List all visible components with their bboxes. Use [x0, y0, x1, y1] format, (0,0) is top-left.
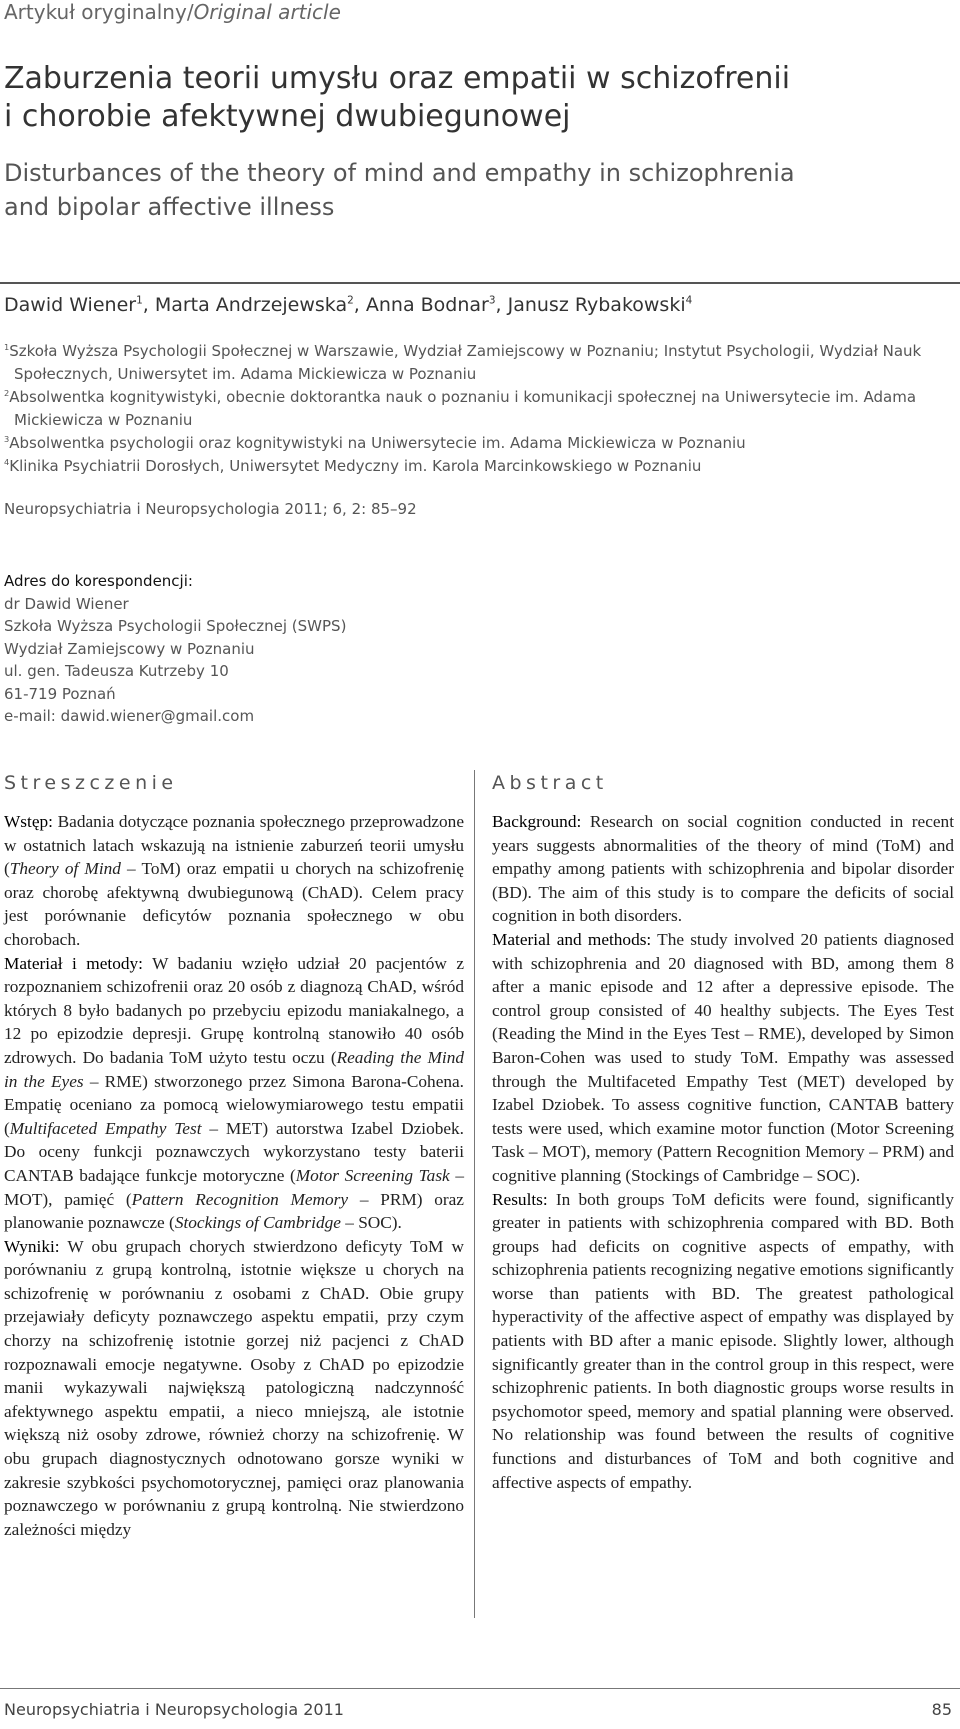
title-polish-line-1: Zaburzenia teorii umysłu oraz empatii w schizofrenii	[4, 61, 791, 96]
section-label: Wyniki:	[4, 1236, 60, 1256]
affiliation-mark: 3	[4, 434, 10, 444]
body-text: The study involved 20 patients diagnosed with schizophrenia and 20 diagnosed with BD, among them 8 after a manic episode and 12 after a depressive episode. The control group consisted of 40 healthy subjects. The Eyes Test (Reading the Mind in the Eyes Test – RME), developed by Simon Baron-Cohen was used to study ToM. Empathy was assessed through the Multifaceted Empathy Test (MET) developed by Izabel Dziobek. To assess cognitive function, CANTAB battery tests were used, which examine motor function (Motor Screening Task – MOT), memory (Pattern Recognition Memory – PRM) and cognitive planning (Stockings of Cambridge – SOC).	[492, 929, 955, 1185]
title-polish-line-2: i chorobie afektywnej dwubiegunowej	[4, 99, 571, 134]
journal-citation: Neuropsychiatria i Neuropsychologia 2011; 6, 2: 85–92	[4, 500, 417, 518]
body-text-italic: Stockings of Cambridge	[174, 1213, 341, 1233]
affiliation-list	[4, 340, 954, 478]
body-text-italic: Motor Screening Task	[295, 1165, 450, 1185]
streszczenie-heading: Streszczenie	[4, 772, 178, 794]
section-label: Materiał i metody:	[4, 953, 143, 973]
footer-divider	[0, 1688, 960, 1689]
body-text: In both groups ToM deficits were found, significantly greater in patients with schizophrenia compared with BD. Both groups had deficits on cognitive aspects of empathy, with schizophrenia patients recognizing negative emotions significantly worse than patients with BD. The greatest pathological hyperactivity of the affective aspect of empathy was displayed by patients with BD after a manic episode. Slightly lower, although significantly greater than in the control group in this respect, were schizophrenic patients. In both diagnostic groups worse results in psychomotor speed, memory and spatial planning were observed. No relationship was found between the results of cognitive functions and disturbances of ToM and both cognitive and affective aspects of empathy.	[492, 1189, 954, 1492]
author-list: Dawid Wiener$^1$, Marta Andrzejewska$^2$, Anna Bodnar$^3$, Janusz Rybakowski$^4$	[4, 294, 693, 316]
correspondence-block	[4, 570, 346, 728]
body-text: – MOT), pamięć (	[4, 1165, 464, 1209]
abstract-paragraph-background	[492, 810, 954, 928]
author-name: Marta Andrzejewska	[154, 294, 348, 316]
page-number: 85	[931, 1700, 952, 1719]
streszczenie-body	[4, 810, 464, 1541]
abstract-paragraph-methods	[492, 928, 954, 1188]
correspondence-heading: Adres do korespondencji:	[4, 572, 193, 590]
correspondence-email[interactable]: e-mail: dawid.wiener@gmail.com	[4, 707, 255, 725]
body-text: W obu grupach chorych stwierdzono deficyty ToM w porównaniu z grupą kontrolną, istotnie większe u chorych na schizofrenię w porównaniu z osobami z ChAD. Obie grupy przejawiały deficyty poznawczego aspektu empatii, przy czym chorzy na schizofrenię istotnie gorzej niż pacjenci z ChAD rozpoznawali emocje negatywne. Osoby z ChAD po epizodzie manii wykazywali największą patologiczną nadczynność afektywnego aspektu empatii, a nieco mniejszą, ale istotnie większą niż osoby zdrowe, również chorzy na schizofrenię. W obu grupach diagnostycznych odnotowano gorsze wyniki w zakresie szybkości psychomotorycznej, pamięci oraz planowania poznawczego w porównaniu z grupą kontrolną. Nie stwierdzono zależności między	[4, 1236, 464, 1539]
author-name: Dawid Wiener	[4, 294, 137, 316]
body-text: – ToM) oraz empatii u chorych na schizofrenię oraz chorobę afektywną dwubiegunową (ChAD). Celem pracy jest porównanie deficytów poznania społecznego w obu chorobach.	[4, 859, 464, 949]
footer-journal-name: Neuropsychiatria i Neuropsychologia 2011	[4, 1700, 344, 1719]
correspondence-line: Szkoła Wyższa Psychologii Społecznej (SWPS)	[4, 617, 347, 635]
section-label: Results:	[492, 1189, 548, 1209]
title-english	[4, 156, 944, 224]
title-english-line-1: Disturbances of the theory of mind and empathy in schizophrenia	[4, 159, 795, 187]
body-text: – SOC).	[340, 1213, 402, 1233]
section-label: Wstęp:	[4, 812, 53, 831]
author-name: Janusz Rybakowski	[507, 294, 686, 316]
body-text: W badaniu wzięło udział 20 pacjentów z rozpoznaniem schizofrenii oraz 20 osób z diagnozą ChAD, wśród których 8 było badanych po przebyciu epizodu maniakalnego, a 12 po epizodzie depresji. Grupę kontrolną stanowiło 40 osób zdrowych. Do badania ToM użyto testu oczu (	[4, 953, 464, 1067]
body-text-italic: Pattern Recognition Memory	[131, 1189, 349, 1209]
affiliation-item-continuation: Mickiewicza w Poznaniu	[14, 411, 193, 429]
streszczenie-paragraph-wyniki	[4, 1235, 464, 1542]
section-label: Material and methods:	[492, 929, 652, 949]
affiliation-item	[4, 432, 954, 455]
abstract-body	[492, 810, 954, 1494]
article-type-pl: Artykuł oryginalny/	[4, 0, 194, 24]
body-text: – PRM) oraz planowanie poznawcze (	[4, 1189, 464, 1233]
title-english-line-2: and bipolar affective illness	[4, 193, 335, 221]
affiliation-text: Szkoła Wyższa Psychologii Społecznej w Warszawie, Wydział Zamiejscowy w Poznaniu; Instytut Psychologii, Wydział Nauk	[9, 342, 922, 360]
body-text: – MET) autorstwa Izabel Dziobek. Do oceny funkcji poznawczych wykorzystano testy baterii CANTAB badające funkcje motoryczne (	[4, 1118, 464, 1185]
body-text: Badania dotyczące poznania społecznego przeprowadzone w ostatnich latach wskazują na istnienie zaburzeń teorii umysłu (	[4, 812, 464, 879]
affiliation-mark: 4	[4, 457, 10, 467]
author-name: Anna Bodnar	[365, 294, 489, 316]
affiliation-item	[4, 340, 954, 363]
column-divider	[474, 770, 475, 1618]
abstract-heading: Abstract	[492, 772, 608, 794]
section-label: Background:	[492, 812, 582, 831]
affiliation-text: Klinika Psychiatrii Dorosłych, Uniwersytet Medyczny im. Karola Marcinkowskiego w Poznaniu	[9, 457, 702, 475]
body-text-italic: Multifaceted Empathy Test	[9, 1118, 202, 1138]
author-affiliation-mark: 2	[347, 294, 354, 307]
article-type-label	[4, 0, 341, 24]
body-text-italic: Reading the Mind in the Eyes	[4, 1047, 464, 1091]
title-polish	[4, 60, 944, 136]
streszczenie-paragraph-wstep	[4, 810, 464, 952]
body-text-italic: Theory of Mind	[9, 859, 121, 879]
body-text: Research on social cognition conducted in recent years suggests abnormalities of the theory of mind (ToM) and empathy among patients with schizophrenia and bipolar disorder (BD). The aim of this study is to compare the deficits of social cognition in both disorders.	[492, 812, 954, 926]
affiliation-mark: 1	[4, 342, 10, 352]
affiliation-text: Absolwentka kognitywistyki, obecnie doktorantka nauk o poznaniu i komunikacji społecznej na Uniwersytecie im. Adama	[9, 388, 917, 406]
author-affiliation-mark: 4	[685, 294, 693, 307]
header-divider	[0, 282, 960, 284]
streszczenie-paragraph-metody	[4, 952, 464, 1235]
affiliation-text: Absolwentka psychologii oraz kognitywistyki na Uniwersytecie im. Adama Mickiewicza w Poznaniu	[9, 434, 746, 452]
affiliation-item	[4, 455, 954, 478]
affiliation-mark: 2	[4, 388, 10, 398]
article-type-en: Original article	[193, 0, 341, 24]
correspondence-line: dr Dawid Wiener	[4, 594, 129, 613]
correspondence-line: Wydział Zamiejscowy w Poznaniu	[4, 639, 255, 658]
affiliation-item	[4, 386, 954, 409]
abstract-paragraph-results	[492, 1188, 954, 1495]
author-affiliation-mark: 3	[488, 294, 496, 307]
author-affiliation-mark: 1	[136, 294, 143, 307]
body-text: – RME) stworzonego przez Simona Barona-Cohena. Empatię oceniano za pomocą wielowymiarowego testu empatii (	[4, 1071, 464, 1138]
affiliation-item-continuation: Społecznych, Uniwersytet im. Adama Mickiewicza w Poznaniu	[14, 365, 477, 383]
correspondence-line: 61-719 Poznań	[4, 684, 116, 703]
correspondence-line: ul. gen. Tadeusza Kutrzeby 10	[4, 662, 229, 680]
